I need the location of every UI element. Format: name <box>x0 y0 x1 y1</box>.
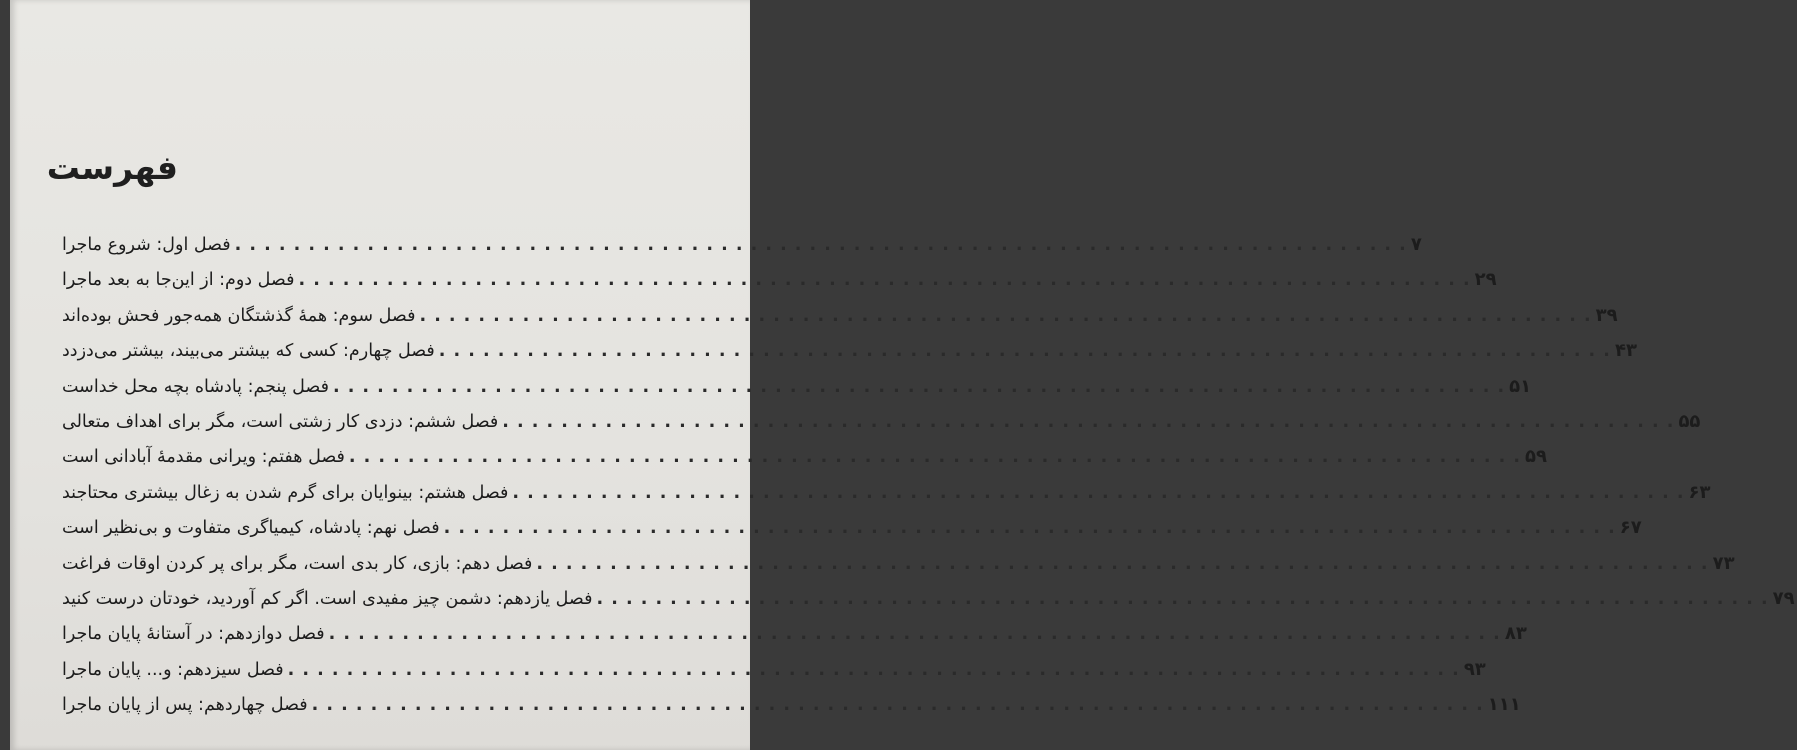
toc-entry-page-number: ۹۳ <box>1463 658 1486 680</box>
toc-entry <box>62 340 1637 375</box>
toc-entry <box>62 234 1422 269</box>
toc-entry-title: فصل هفتم: ویرانی مقدمهٔ آبادانی است <box>62 447 345 468</box>
dot-leader: . . . . . . . . . . . . . . . . . . . . . . . . . . . . . . . . . . . . . . . . . . . . . . . . . . . . . . . . . . . . . . . . . . . . . . . . . . . . . . . . <box>328 624 1501 645</box>
toc-entry-page-number: ۶۳ <box>1688 481 1711 503</box>
dot-leader: . . . . . . . . . . . . . . . . . . . . . . . . . . . . . . . . . . . . . . . . . . . . . . . . . . . . . . . . . . . . . . . . . . . . . . . . . . . . . . . . <box>419 305 1592 326</box>
toc-entry-title: فصل دهم: بازی، کار بدی است، مگر برای پر کردن اوقات فراغت <box>62 553 533 574</box>
toc-entry-page-number: ۷۳ <box>1712 552 1735 574</box>
dot-leader: . . . . . . . . . . . . . . . . . . . . . . . . . . . . . . . . . . . . . . . . . . . . . . . . . . . . . . . . . . . . . . . . . . . . . . . . . . . . . . . . <box>287 659 1460 680</box>
dot-leader: . . . . . . . . . . . . . . . . . . . . . . . . . . . . . . . . . . . . . . . . . . . . . . . . . . . . . . . . . . . . . . . . . . . . . . . . . . . . . . . . <box>348 447 1522 468</box>
toc-entry-title: فصل سوم: همهٔ گذشتگان همه‌جور فحش بوده‌اند <box>62 305 416 326</box>
book-page <box>10 0 1795 750</box>
toc-entry <box>62 587 1795 623</box>
toc-entry-title: فصل دوازدهم: در آستانهٔ پایان ماجرا <box>62 624 325 645</box>
toc-entry-page-number: ۳۹ <box>1595 304 1618 326</box>
toc-entry-title: فصل یازدهم: دشمن چیز مفیدی است. اگر کم آوردید، خودتان درست کنید <box>62 588 593 609</box>
toc-entry-page-number: ۵۵ <box>1678 410 1701 432</box>
dot-leader: . . . . . . . . . . . . . . . . . . . . . . . . . . . . . . . . . . . . . . . . . . . . . . . . . . . . . . . . . . . . . . . . . . . . . . . . . . . . . . . . <box>596 588 1769 609</box>
toc-entry <box>62 623 1527 658</box>
toc-entry-title: فصل اول: شروع ماجرا <box>62 235 231 255</box>
toc-entry-title: فصل ششم: دزدی کار زشتی است، مگر برای اهداف متعالی <box>62 411 499 432</box>
toc-entry-page-number: ۲۹ <box>1474 269 1497 291</box>
dot-leader: . . . . . . . . . . . . . . . . . . . . . . . . . . . . . . . . . . . . . . . . . . . . . . . . . . . . . . . . . . . . . . . . . . . . . . . . . . . . . . . . <box>234 235 1407 255</box>
toc-list <box>62 234 1795 729</box>
toc-heading: فهرست <box>46 148 178 187</box>
dot-leader: . . . . . . . . . . . . . . . . . . . . . . . . . . . . . . . . . . . . . . . . . . . . . . . . . . . . . . . . . . . . . . . . . . . . . . . . . . . . . . . . <box>332 376 1506 397</box>
toc-entry-page-number: ۱۱۱ <box>1487 694 1521 716</box>
toc-entry-page-number: ۵۹ <box>1525 446 1548 468</box>
dot-leader: . . . . . . . . . . . . . . . . . . . . . . . . . . . . . . . . . . . . . . . . . . . . . . . . . . . . . . . . . . . . . . . . . . . . . . . . . . . . . . . . <box>536 553 1709 574</box>
toc-entry-title: فصل هشتم: بینوایان برای گرم شدن به زغال بیشتری محتاجند <box>62 482 509 503</box>
toc-entry <box>62 658 1486 694</box>
dot-leader: . . . . . . . . . . . . . . . . . . . . . . . . . . . . . . . . . . . . . . . . . . . . . . . . . . . . . . . . . . . . . . . . . . . . . . . . . . . . . . . . <box>438 341 1611 362</box>
toc-entry <box>62 410 1701 446</box>
dot-leader: . . . . . . . . . . . . . . . . . . . . . . . . . . . . . . . . . . . . . . . . . . . . . . . . . . . . . . . . . . . . . . . . . . . . . . . . . . . . . . . . <box>298 270 1471 291</box>
toc-entry-page-number: ۷ <box>1410 234 1422 255</box>
toc-entry-title: فصل نهم: پادشاه، کیمیاگری متفاوت و بی‌نظیر است <box>62 518 440 539</box>
toc-entry-title: فصل چهارم: کسی که بیشتر می‌بیند، بیشتر می‌دزدد <box>62 341 435 362</box>
toc-entry <box>62 446 1548 481</box>
toc-entry-page-number: ۸۳ <box>1504 623 1527 645</box>
toc-entry <box>62 304 1618 340</box>
toc-entry-title: فصل چهاردهم: پس از پایان ماجرا <box>62 695 308 716</box>
toc-entry <box>62 375 1532 411</box>
toc-entry <box>62 269 1497 304</box>
toc-entry <box>62 517 1642 552</box>
toc-entry-page-number: ۵۱ <box>1509 375 1532 397</box>
dot-leader: . . . . . . . . . . . . . . . . . . . . . . . . . . . . . . . . . . . . . . . . . . . . . . . . . . . . . . . . . . . . . . . . . . . . . . . . . . . . . . . . <box>311 695 1484 716</box>
dot-leader: . . . . . . . . . . . . . . . . . . . . . . . . . . . . . . . . . . . . . . . . . . . . . . . . . . . . . . . . . . . . . . . . . . . . . . . . . . . . . . . . <box>443 518 1616 539</box>
dot-leader: . . . . . . . . . . . . . . . . . . . . . . . . . . . . . . . . . . . . . . . . . . . . . . . . . . . . . . . . . . . . . . . . . . . . . . . . . . . . . . . . <box>502 411 1675 432</box>
toc-entry-title: فصل پنجم: پادشاه بچه محل خداست <box>62 376 329 397</box>
toc-entry-page-number: ۴۳ <box>1614 340 1637 362</box>
toc-entry-page-number: ۷۹ <box>1772 587 1795 609</box>
toc-entry <box>62 552 1735 588</box>
toc-entry-title: فصل سیزدهم: و... پایان ماجرا <box>62 659 284 680</box>
dot-leader: . . . . . . . . . . . . . . . . . . . . . . . . . . . . . . . . . . . . . . . . . . . . . . . . . . . . . . . . . . . . . . . . . . . . . . . . . . . . . . . . <box>512 482 1685 503</box>
toc-entry <box>62 481 1711 517</box>
toc-entry-title: فصل دوم: از این‌جا به بعد ماجرا <box>62 270 295 291</box>
toc-entry <box>62 694 1521 729</box>
toc-entry-page-number: ۶۷ <box>1619 517 1642 539</box>
